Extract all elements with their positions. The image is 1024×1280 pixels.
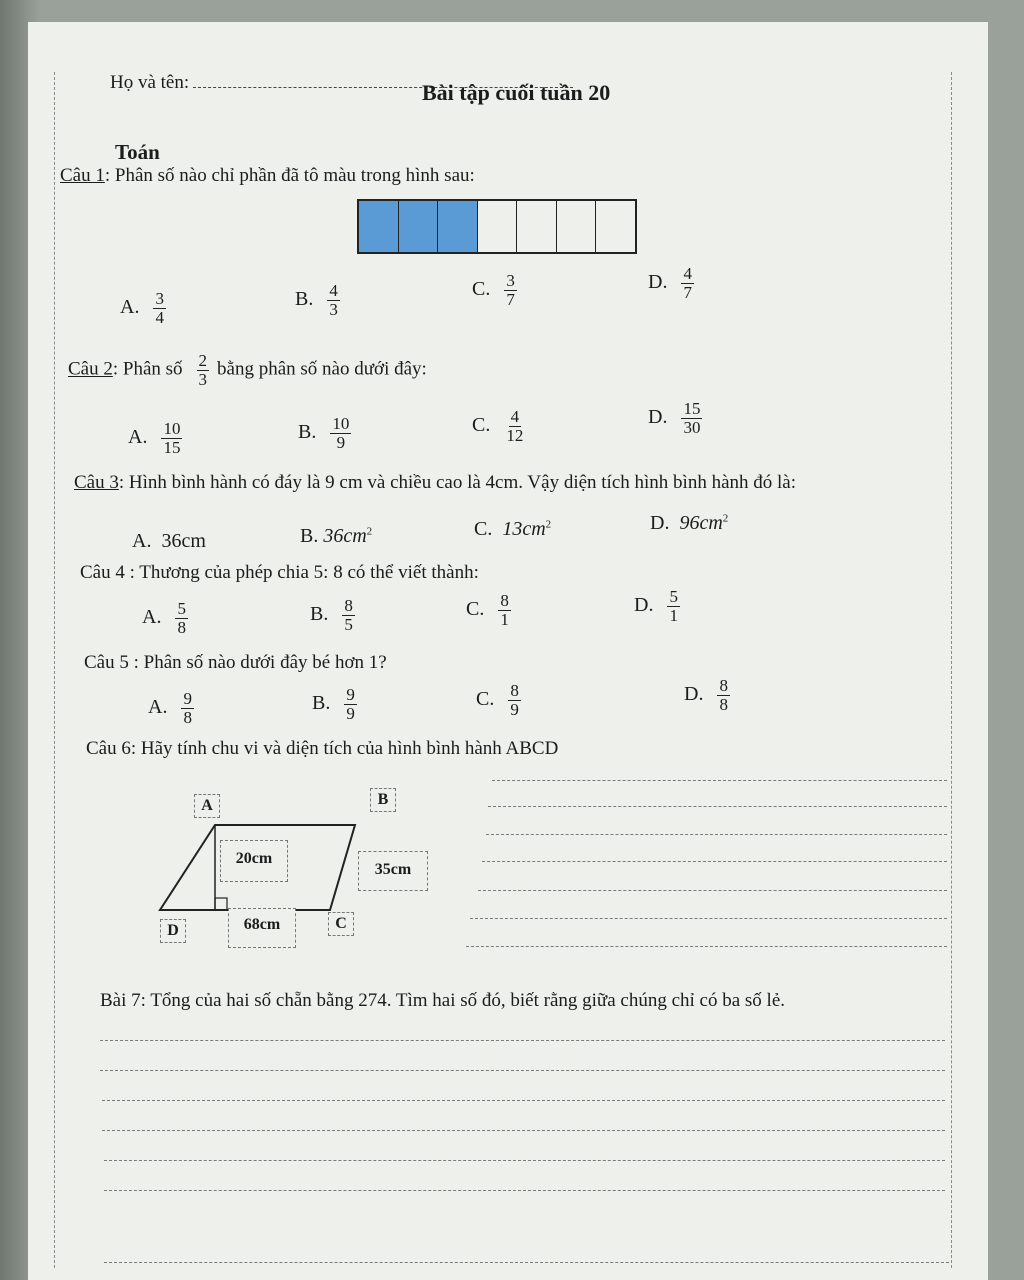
fraction: $\frac{8}{1}$ bbox=[500, 591, 509, 629]
name-label: Họ và tên: bbox=[110, 72, 190, 93]
fraction-grid bbox=[357, 199, 637, 254]
base-label: 68cm bbox=[228, 908, 296, 948]
question-5-text: Câu 5 : Phân số nào dưới đây bé hơn 1? bbox=[84, 652, 387, 673]
vertex-label-b: B bbox=[370, 788, 396, 812]
question-1 bbox=[60, 165, 475, 187]
fraction: $\frac{2}{3}$ bbox=[198, 351, 208, 389]
q1-option-b[interactable]: B. $\frac{4}{3}$ bbox=[295, 281, 338, 319]
fraction: $\frac{9}{9}$ bbox=[346, 685, 355, 723]
q1-option-a[interactable]: A. $\frac{3}{4}$ bbox=[120, 289, 164, 327]
q2-option-b[interactable]: B. $\frac{10}{9}$ bbox=[298, 414, 350, 452]
fraction: $\frac{10}{15}$ bbox=[163, 419, 181, 457]
answer-line[interactable] bbox=[104, 1190, 945, 1191]
fraction: $\frac{15}{30}$ bbox=[683, 399, 701, 437]
q1-option-c[interactable]: C. $\frac{3}{7}$ bbox=[472, 271, 515, 309]
q3-option-b[interactable]: B. $36cm^2$ bbox=[300, 525, 373, 547]
q4-option-a[interactable]: A. $\frac{5}{8}$ bbox=[142, 599, 186, 637]
height-label: 20cm bbox=[220, 840, 288, 882]
q1-option-d[interactable]: D. $\frac{4}{7}$ bbox=[648, 264, 692, 302]
vertex-label-d: D bbox=[160, 919, 186, 943]
q3-option-d[interactable]: D. $96cm^2$ bbox=[650, 512, 729, 534]
page-bottom-border bbox=[104, 1262, 949, 1263]
question-3 bbox=[74, 472, 796, 494]
fraction: $\frac{5}{1}$ bbox=[669, 587, 678, 625]
grid-cell bbox=[596, 201, 635, 252]
vertex-label-a: A bbox=[194, 794, 220, 818]
page-title: Bài tập cuối tuần 20 bbox=[422, 80, 611, 105]
vertex-label-c: C bbox=[328, 912, 354, 936]
answer-line[interactable] bbox=[102, 1130, 945, 1131]
q5-option-d[interactable]: D. $\frac{8}{8}$ bbox=[684, 676, 728, 714]
question-1-label: Câu 1 bbox=[60, 165, 105, 186]
question-4-text: Câu 4 : Thương của phép chia 5: 8 có thể viết thành: bbox=[80, 562, 479, 583]
fraction: $\frac{3}{4}$ bbox=[155, 289, 164, 327]
fraction: $\frac{10}{9}$ bbox=[332, 414, 350, 452]
q5-option-a[interactable]: A. $\frac{9}{8}$ bbox=[148, 689, 192, 727]
subject-heading: Toán bbox=[115, 140, 160, 164]
question-3-label: Câu 3 bbox=[74, 472, 119, 493]
q5-option-c[interactable]: C. $\frac{8}{9}$ bbox=[476, 681, 519, 719]
fraction: $\frac{3}{7}$ bbox=[506, 271, 515, 309]
fraction: $\frac{4}{3}$ bbox=[329, 281, 338, 319]
q4-option-c[interactable]: C. $\frac{8}{1}$ bbox=[466, 591, 509, 629]
q5-option-b[interactable]: B. $\frac{9}{9}$ bbox=[312, 685, 355, 723]
question-7-text: Bài 7: Tổng của hai số chẵn bằng 274. Tìm hai số đó, biết rằng giữa chúng chỉ có ba số lẻ. bbox=[100, 990, 786, 1011]
answer-line[interactable] bbox=[492, 780, 947, 781]
question-3-text: : Hình bình hành có đáy là 9 cm và chiều cao là 4cm. Vậy diện tích hình bình hành đó là: bbox=[118, 472, 797, 493]
q4-option-d[interactable]: D. $\frac{5}{1}$ bbox=[634, 587, 678, 625]
grid-cell bbox=[557, 201, 597, 252]
fraction: $\frac{8}{8}$ bbox=[719, 676, 728, 714]
answer-line[interactable] bbox=[466, 946, 947, 947]
q2-option-c[interactable]: C. $\frac{4}{12}$ bbox=[472, 407, 524, 445]
side-label: 35cm bbox=[358, 851, 428, 891]
question-6-text: Câu 6: Hãy tính chu vi và diện tích của hình bình hành ABCD bbox=[86, 738, 559, 759]
answer-line[interactable] bbox=[482, 861, 947, 862]
answer-line[interactable] bbox=[486, 834, 947, 835]
fraction: $\frac{5}{8}$ bbox=[177, 599, 186, 637]
grid-cell-shaded bbox=[359, 201, 399, 252]
grid-cell bbox=[478, 201, 518, 252]
answer-line[interactable] bbox=[104, 1160, 945, 1161]
answer-line[interactable] bbox=[100, 1070, 945, 1071]
q2-option-a[interactable]: A. $\frac{10}{15}$ bbox=[128, 419, 181, 457]
q2-option-d[interactable]: D. $\frac{15}{30}$ bbox=[648, 399, 701, 437]
answer-line[interactable] bbox=[478, 890, 947, 891]
question-2: Câu 2: Phân số $\frac{2}{3}$ bằng phân số nào dưới đây: bbox=[68, 351, 427, 389]
q4-option-b[interactable]: B. $\frac{8}{5}$ bbox=[310, 596, 353, 634]
q3-option-c[interactable]: C. $13cm^2$ bbox=[474, 518, 552, 540]
grid-cell-shaded bbox=[438, 201, 478, 252]
answer-line[interactable] bbox=[102, 1100, 945, 1101]
q3-option-a[interactable]: A. 36cm bbox=[132, 530, 206, 552]
fraction: $\frac{4}{7}$ bbox=[683, 264, 692, 302]
answer-line[interactable] bbox=[470, 918, 947, 919]
fraction: $\frac{4}{12}$ bbox=[506, 407, 524, 445]
question-1-text: : Phân số nào chỉ phần đã tô màu trong hình sau: bbox=[104, 165, 475, 186]
answer-line[interactable] bbox=[488, 806, 947, 807]
fraction: $\frac{8}{5}$ bbox=[344, 596, 353, 634]
answer-line[interactable] bbox=[100, 1040, 945, 1041]
question-2-label: Câu 2 bbox=[68, 358, 113, 380]
grid-cell bbox=[517, 201, 557, 252]
grid-cell-shaded bbox=[399, 201, 439, 252]
right-angle-marker bbox=[215, 898, 227, 910]
fraction: $\frac{8}{9}$ bbox=[510, 681, 519, 719]
fraction: $\frac{9}{8}$ bbox=[183, 689, 192, 727]
